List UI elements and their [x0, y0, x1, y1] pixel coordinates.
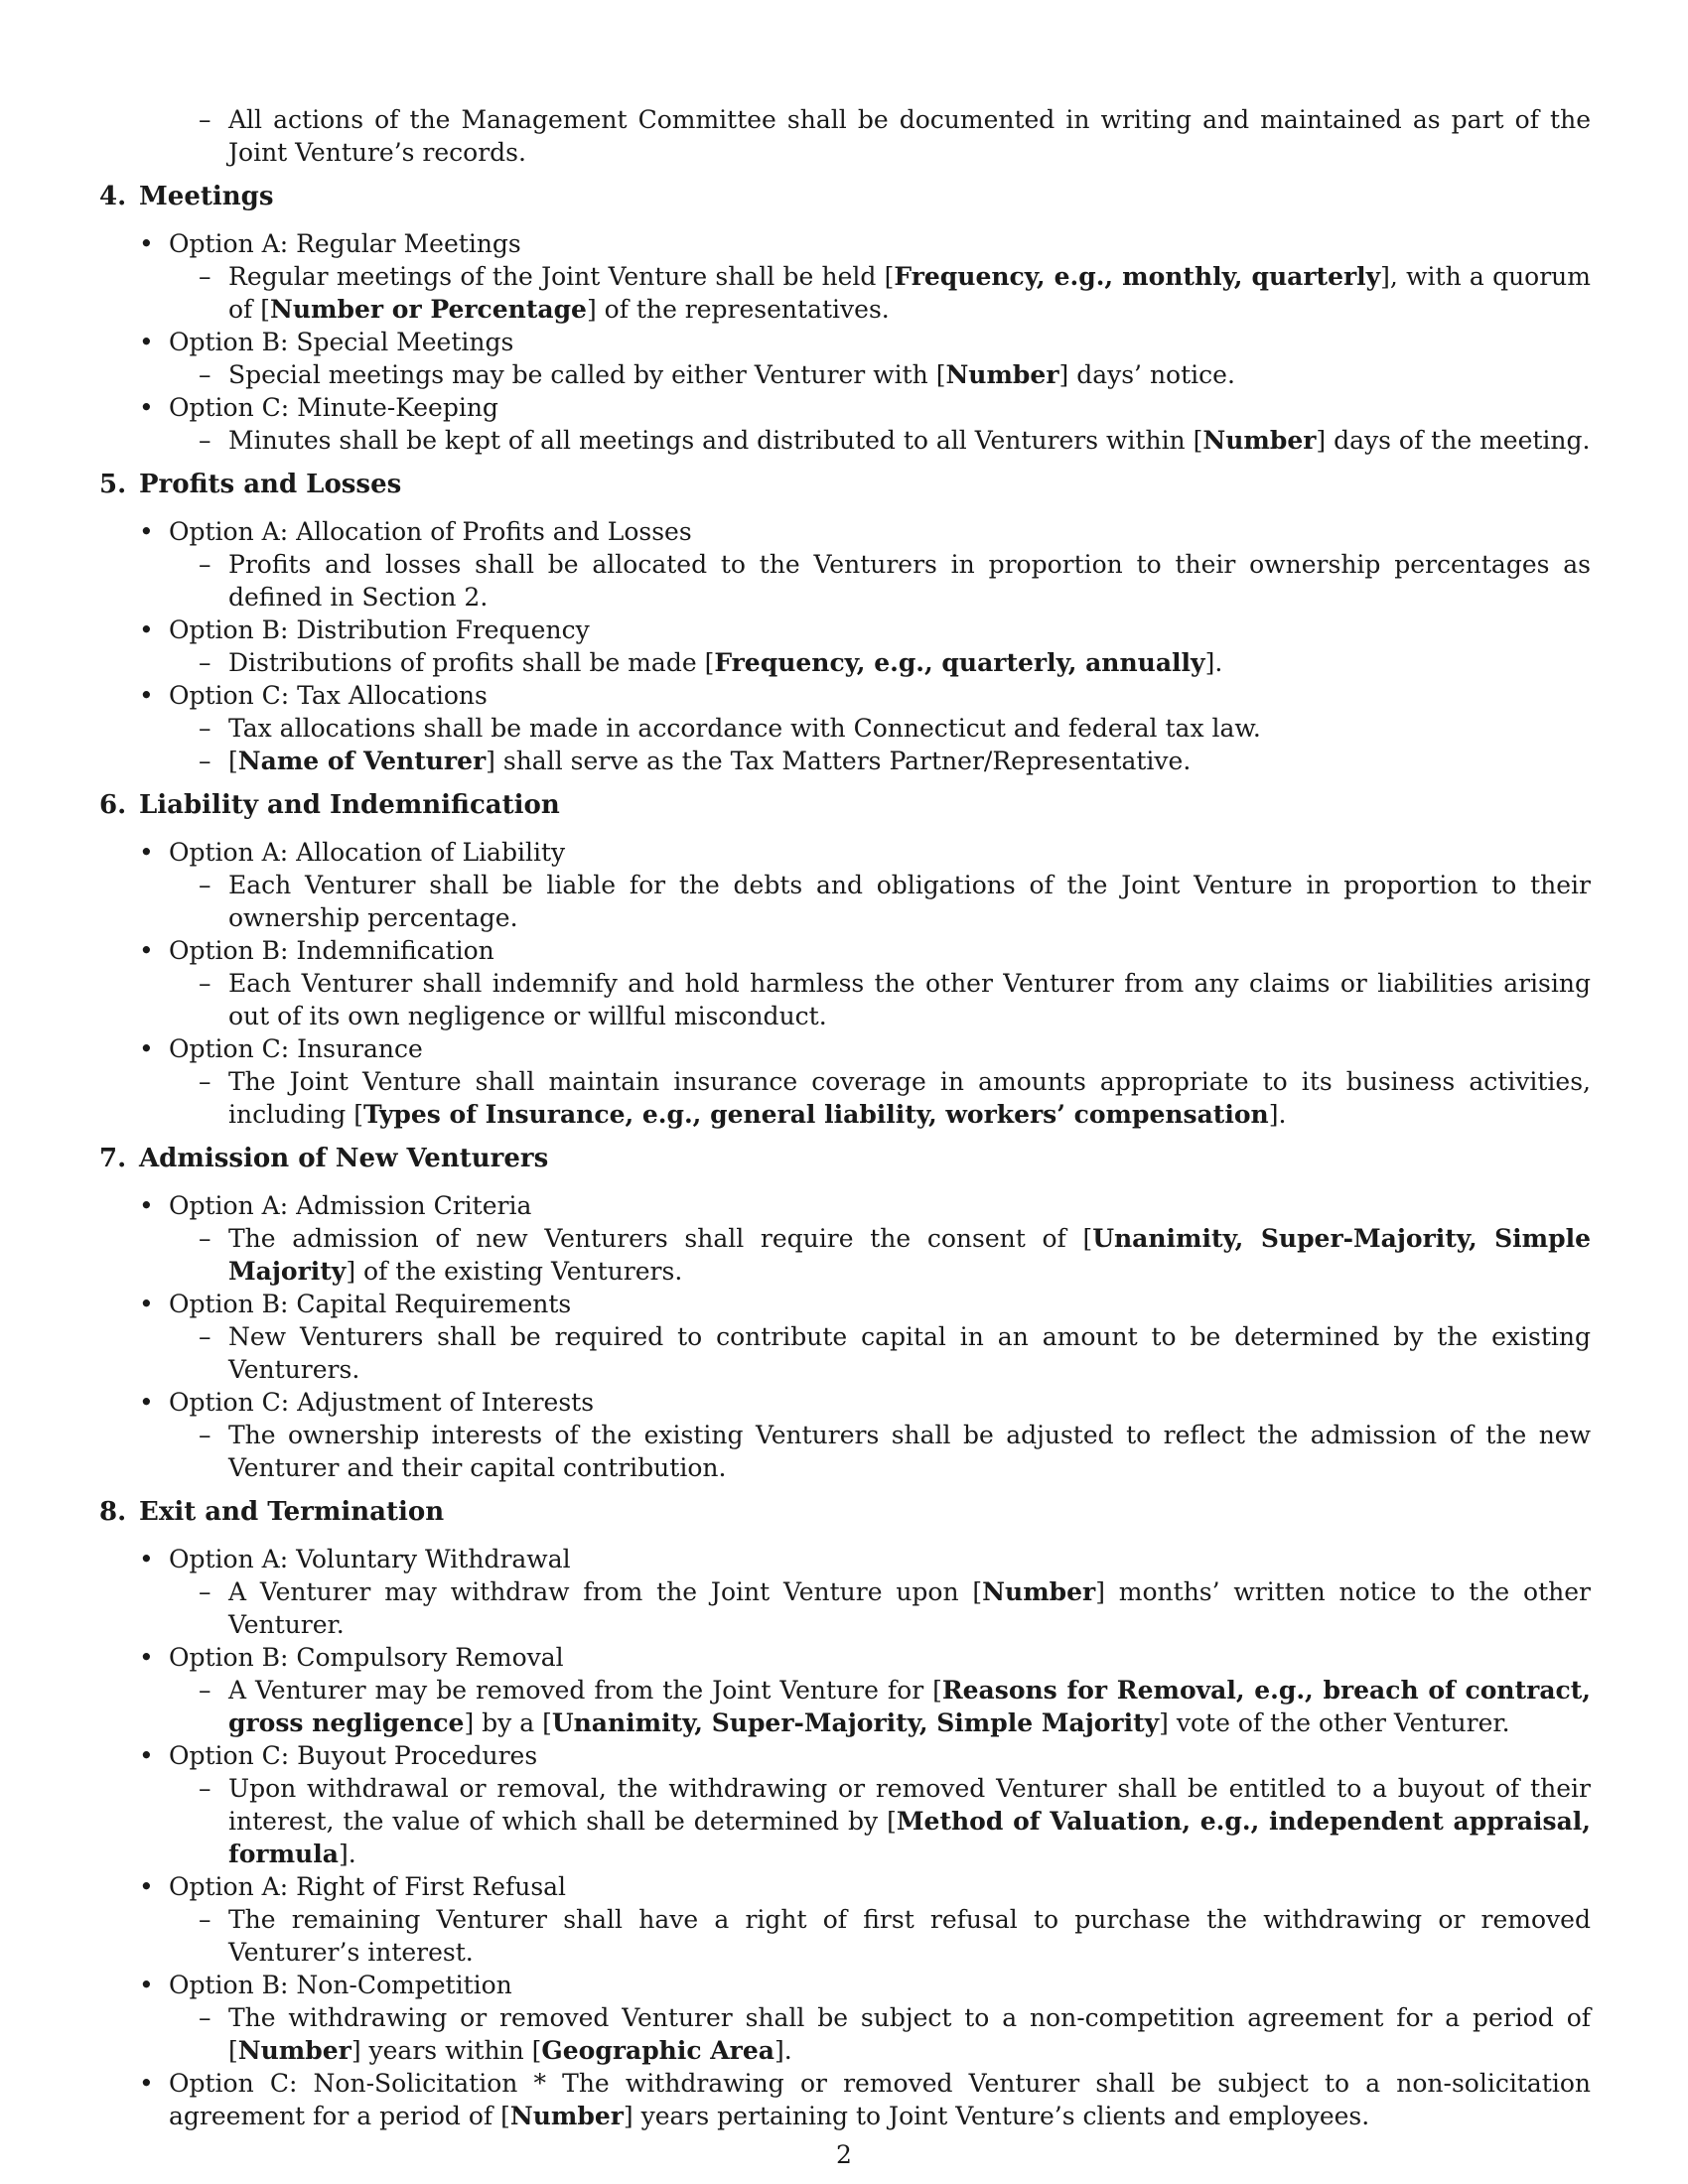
- section: [99, 181, 1591, 457]
- option-clause: [99, 1575, 1591, 1641]
- dash-marker: –: [199, 1676, 211, 1705]
- option-item: [99, 1032, 1591, 1065]
- bullet-marker: •: [139, 1971, 154, 1999]
- option-clause: [99, 1222, 1591, 1288]
- option-clause: [99, 358, 1591, 391]
- bullet-marker: •: [139, 393, 154, 422]
- text-run: ] days’ notice.: [1058, 360, 1235, 389]
- placeholder-field: Number or Percentage: [270, 295, 587, 324]
- option-label: Option A: Admission Criteria: [169, 1191, 532, 1220]
- placeholder-field: Name of Venturer: [237, 747, 487, 775]
- section-number: 8.: [99, 1497, 127, 1527]
- placeholder-field: Number: [1202, 426, 1317, 455]
- placeholder-field: Frequency, e.g., quarterly, annually: [714, 648, 1205, 677]
- option-clause: [99, 1674, 1591, 1739]
- option-clause: [99, 548, 1591, 614]
- dash-marker: –: [199, 262, 211, 291]
- placeholder-field: Reasons for Removal, e.g., breach of contract, gross negligence: [228, 1676, 1591, 1737]
- dash-marker: –: [199, 969, 211, 998]
- section-number: 4.: [99, 182, 127, 211]
- dash-marker: –: [199, 1774, 211, 1803]
- bullet-marker: •: [139, 2069, 154, 2098]
- text-run: ] months’ written notice to the other Venturer.: [228, 1577, 1591, 1639]
- text-run: ].: [1204, 648, 1223, 677]
- text-run: The withdrawing or removed Venturer shall be subject to a non-competition agreement for a period of [: [228, 2003, 1591, 2065]
- placeholder-field: Method of Valuation, e.g., independent appraisal, formula: [228, 1807, 1591, 1868]
- option-item: [99, 1739, 1591, 1772]
- option-label: Option A: Allocation of Liability: [169, 838, 566, 867]
- option-item: [99, 326, 1591, 358]
- dash-marker: –: [199, 2003, 211, 2032]
- option-item: [99, 391, 1591, 424]
- text-run: Each Venturer shall be liable for the debts and obligations of the Joint Venture in proportion to their ownership percentage.: [228, 871, 1591, 932]
- option-label: Option C: Adjustment of Interests: [169, 1388, 595, 1417]
- placeholder-field: Unanimity, Super-Majority, Simple Majority: [551, 1708, 1160, 1737]
- section-heading: [99, 469, 1591, 501]
- option-clause: [99, 424, 1591, 457]
- text-run: ].: [338, 1840, 356, 1868]
- text-run: ], with a quorum of: [228, 262, 1591, 324]
- text-run: The Joint Venture shall maintain insurance coverage in amounts appropriate to its business activities, including [: [228, 1067, 1591, 1129]
- lead-list-item: [199, 103, 1591, 169]
- bullet-marker: •: [139, 936, 154, 965]
- dash-marker: –: [199, 747, 211, 775]
- bullet-marker: •: [139, 1545, 154, 1573]
- bullet-marker: •: [139, 1034, 154, 1063]
- text-run: Profits and losses shall be allocated to the Venturers in proportion to their ownership percentages as defined in Section 2.: [228, 550, 1591, 612]
- lead-item-text: All actions of the Management Committee shall be documented in writing and maintained as part of the Joint Venture’s records.: [228, 105, 1591, 167]
- text-run: ] years within [: [351, 2036, 542, 2065]
- text-run: Tax allocations shall be made in accordance with Connecticut and federal tax law.: [228, 714, 1261, 743]
- option-label: Option B: Indemnification: [169, 936, 494, 965]
- bullet-marker: •: [139, 838, 154, 867]
- section: [99, 789, 1591, 1131]
- option-item: [99, 227, 1591, 260]
- bullet-marker: •: [139, 1388, 154, 1417]
- option-item: [99, 1969, 1591, 2001]
- option-item: [99, 2067, 1591, 2132]
- section-title: Admission of New Venturers: [139, 1144, 549, 1173]
- option-clause: [99, 646, 1591, 679]
- dash-marker: –: [199, 714, 211, 743]
- text-run: [: [228, 747, 238, 775]
- placeholder-field: Geographic Area: [541, 2036, 774, 2065]
- section-title: Liability and Indemnification: [139, 790, 560, 820]
- option-label: Option A: Voluntary Withdrawal: [169, 1545, 571, 1573]
- bullet-marker: •: [139, 517, 154, 546]
- placeholder-field: Number: [237, 2036, 352, 2065]
- option-clause: [99, 967, 1591, 1032]
- dash-marker: –: [199, 1905, 211, 1934]
- option-item: [99, 934, 1591, 967]
- placeholder-field: Types of Insurance, e.g., general liability, workers’ compensation: [363, 1100, 1269, 1129]
- placeholder-field: Frequency, e.g., monthly, quarterly: [894, 262, 1381, 291]
- section-title: Exit and Termination: [139, 1497, 445, 1527]
- text-run: Minutes shall be kept of all meetings and distributed to all Venturers within [: [228, 426, 1203, 455]
- option-item: [99, 1641, 1591, 1674]
- text-run: ] vote of the other Venturer.: [1159, 1708, 1510, 1737]
- text-run: ] by a [: [464, 1708, 552, 1737]
- option-item: [99, 515, 1591, 548]
- section: [99, 1496, 1591, 2132]
- section-heading: [99, 1143, 1591, 1175]
- text-run: A Venturer may be removed from the Joint Venture for [: [228, 1676, 942, 1705]
- option-label: Option B: Capital Requirements: [169, 1290, 572, 1318]
- section-heading: [99, 789, 1591, 822]
- page-number: 2: [836, 2140, 852, 2169]
- dash-marker: –: [199, 1421, 211, 1449]
- text-run: ] years pertaining to Joint Venture’s clients and employees.: [623, 2102, 1370, 2130]
- option-item: [99, 679, 1591, 712]
- dash-marker: –: [199, 871, 211, 899]
- bullet-marker: •: [139, 328, 154, 356]
- option-clause: [99, 1065, 1591, 1131]
- section-heading: [99, 1496, 1591, 1529]
- option-label: Option C: Tax Allocations: [169, 681, 488, 710]
- text-run: ] days of the meeting.: [1316, 426, 1591, 455]
- option-clause: [99, 260, 1591, 326]
- option-label: Option C: Buyout Procedures: [169, 1741, 538, 1770]
- option-label: Option B: Compulsory Removal: [169, 1643, 564, 1672]
- option-label: Option B: Non-Competition: [169, 1971, 512, 1999]
- bullet-marker: •: [139, 1872, 154, 1901]
- placeholder-field: Number: [945, 360, 1059, 389]
- bullet-marker: •: [139, 229, 154, 258]
- section-title: Meetings: [139, 182, 274, 211]
- text-run: ] of the representatives.: [586, 295, 890, 324]
- placeholder-field: Number: [509, 2102, 624, 2130]
- dash-marker: –: [199, 426, 211, 455]
- bullet-marker: •: [139, 615, 154, 644]
- bullet-marker: •: [139, 1643, 154, 1672]
- bullet-marker: •: [139, 1191, 154, 1220]
- dash-marker: –: [199, 1577, 211, 1606]
- section-title: Profits and Losses: [139, 470, 402, 499]
- option-clause: [99, 1903, 1591, 1969]
- dash-marker: –: [199, 360, 211, 389]
- text-run: Each Venturer shall indemnify and hold harmless the other Venturer from any claims or liabilities arising out of its own negligence or willful misconduct.: [228, 969, 1591, 1030]
- bullet-marker: •: [139, 1290, 154, 1318]
- option-label: Option A: Regular Meetings: [169, 229, 521, 258]
- text-run: A Venturer may withdraw from the Joint Venture upon [: [228, 1577, 983, 1606]
- bullet-marker: •: [139, 681, 154, 710]
- option-item: [99, 836, 1591, 869]
- dash-marker: –: [199, 550, 211, 579]
- option-label: Option C: Non-Solicitation * The withdrawing or removed Venturer shall be subject to a non-solicitation agreement for a period of [: [169, 2069, 1591, 2130]
- text-run: Regular meetings of the Joint Venture shall be held: [228, 262, 885, 291]
- option-clause: [99, 745, 1591, 777]
- text-run: [: [260, 295, 271, 324]
- option-clause: [99, 712, 1591, 745]
- option-clause: [99, 1419, 1591, 1484]
- text-run: ] shall serve as the Tax Matters Partner/Representative.: [486, 747, 1192, 775]
- section-number: 5.: [99, 470, 127, 499]
- option-item: [99, 1288, 1591, 1320]
- section-heading: [99, 181, 1591, 213]
- text-run: Upon withdrawal or removal, the withdrawing or removed Venturer shall be entitled to a buyout of their interest, the value of which shall be determined by [: [228, 1774, 1591, 1836]
- text-run: The remaining Venturer shall have a right of first refusal to purchase the withdrawing or removed Venturer’s interest.: [228, 1905, 1591, 1967]
- option-item: [99, 614, 1591, 646]
- sections-container: [99, 181, 1591, 2144]
- option-label: Option A: Right of First Refusal: [169, 1872, 567, 1901]
- option-clause: [99, 1772, 1591, 1870]
- text-run: Special meetings may be called by either Venturer with [: [228, 360, 946, 389]
- dash-marker: –: [199, 105, 211, 134]
- option-label: Option B: Special Meetings: [169, 328, 514, 356]
- option-clause: [99, 1320, 1591, 1386]
- text-run: New Venturers shall be required to contribute capital in an amount to be determined by the existing Venturers.: [228, 1322, 1591, 1384]
- text-run: ] of the existing Venturers.: [346, 1257, 683, 1286]
- option-label: Option A: Allocation of Profits and Losses: [169, 517, 692, 546]
- text-run: The ownership interests of the existing Venturers shall be adjusted to reflect the admission of the new Venturer and their capital contribution.: [228, 1421, 1591, 1482]
- section-number: 6.: [99, 790, 127, 820]
- option-item: [99, 1386, 1591, 1419]
- option-clause: [99, 869, 1591, 934]
- section: [99, 469, 1591, 777]
- dash-marker: –: [199, 1224, 211, 1253]
- option-clause: [99, 2001, 1591, 2067]
- dash-marker: –: [199, 1067, 211, 1096]
- text-run: [: [884, 262, 895, 291]
- text-run: Distributions of profits shall be made [: [228, 648, 715, 677]
- bullet-marker: •: [139, 1741, 154, 1770]
- placeholder-field: Unanimity, Super-Majority, Simple Majority: [228, 1224, 1591, 1286]
- section: [99, 1143, 1591, 1484]
- text-run: ].: [1268, 1100, 1287, 1129]
- text-run: ].: [774, 2036, 792, 2065]
- option-item: [99, 1870, 1591, 1903]
- option-label: Option C: Insurance: [169, 1034, 423, 1063]
- text-run: The admission of new Venturers shall require the consent of [: [228, 1224, 1093, 1253]
- dash-marker: –: [199, 1322, 211, 1351]
- option-item: [99, 1543, 1591, 1575]
- dash-marker: –: [199, 648, 211, 677]
- section-number: 7.: [99, 1144, 127, 1173]
- option-item: [99, 1189, 1591, 1222]
- option-label: Option C: Minute-Keeping: [169, 393, 498, 422]
- placeholder-field: Number: [982, 1577, 1096, 1606]
- option-label: Option B: Distribution Frequency: [169, 615, 590, 644]
